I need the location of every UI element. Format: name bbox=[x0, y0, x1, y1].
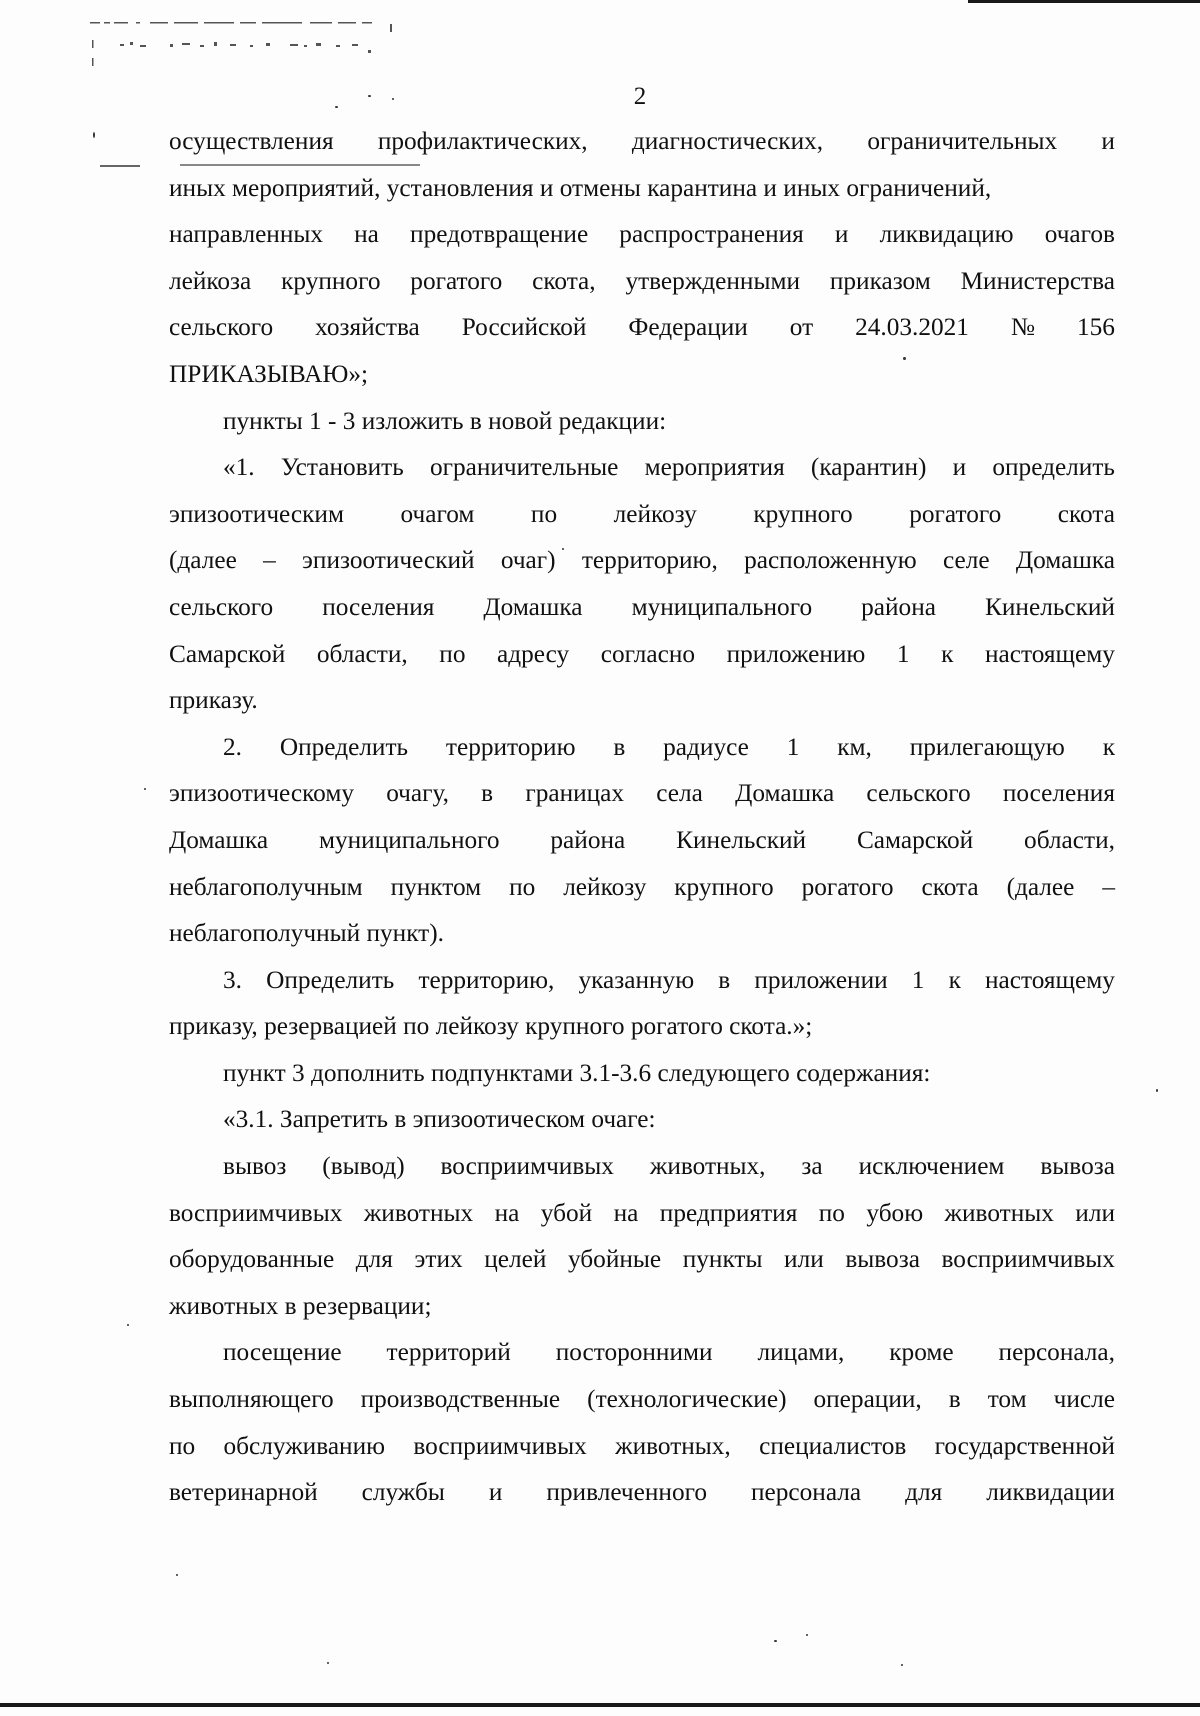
word: Домашка bbox=[169, 825, 269, 854]
word: числе bbox=[1053, 1385, 1115, 1414]
word: Кинельский bbox=[676, 825, 807, 854]
word: этих bbox=[414, 1245, 463, 1274]
scan-speck bbox=[127, 1324, 129, 1326]
text-line bbox=[169, 1423, 1115, 1470]
word: к bbox=[948, 965, 961, 994]
scan-speck bbox=[176, 1574, 178, 1576]
word: Министерства bbox=[960, 266, 1115, 295]
word: по bbox=[818, 1198, 845, 1227]
word: или bbox=[784, 1245, 824, 1274]
word: настоящему bbox=[985, 965, 1115, 994]
word: исключением bbox=[858, 1152, 1005, 1181]
word: км, bbox=[837, 732, 872, 761]
word: 1 bbox=[911, 965, 925, 994]
word: направленных bbox=[169, 220, 324, 249]
word: района bbox=[861, 592, 936, 621]
word: мероприятия bbox=[644, 453, 785, 482]
text-line bbox=[169, 817, 1115, 864]
word: определить bbox=[992, 453, 1115, 482]
word: области, bbox=[1024, 825, 1115, 854]
word: кроме bbox=[889, 1338, 954, 1367]
word: (технологические) bbox=[587, 1385, 787, 1414]
word: приказом bbox=[829, 266, 931, 295]
word: животных bbox=[363, 1198, 474, 1227]
scan-speck bbox=[327, 1662, 329, 1664]
word: поселения bbox=[322, 592, 435, 621]
word: в bbox=[948, 1385, 961, 1414]
word: 1 bbox=[786, 732, 800, 761]
word: очагу, bbox=[386, 779, 449, 808]
word: на bbox=[613, 1198, 639, 1227]
word: муниципального bbox=[631, 592, 813, 621]
word: крупного bbox=[281, 266, 381, 295]
word: приложению bbox=[726, 639, 866, 668]
word: посторонними bbox=[555, 1338, 713, 1367]
word: хозяйства bbox=[315, 313, 420, 342]
word: восприимчивых bbox=[169, 1198, 343, 1227]
text-line bbox=[169, 631, 1115, 678]
word: района bbox=[550, 825, 626, 854]
document-body bbox=[169, 118, 1115, 1516]
word: по bbox=[169, 1431, 196, 1460]
word: (карантин) bbox=[810, 453, 927, 482]
word: согласно bbox=[600, 639, 696, 668]
word: посещение bbox=[223, 1338, 342, 1367]
text-line: ПРИКАЗЫВАЮ»; bbox=[169, 359, 369, 388]
word: Определить bbox=[266, 965, 395, 994]
text-line bbox=[169, 118, 1115, 165]
word: крупного bbox=[753, 499, 853, 528]
word: № bbox=[1010, 313, 1036, 342]
word: неблагополучным bbox=[169, 872, 363, 901]
word: территорию, bbox=[581, 546, 718, 575]
text-line bbox=[169, 211, 1115, 258]
text-line bbox=[169, 1376, 1115, 1423]
word: 24.03.2021 bbox=[855, 313, 969, 342]
word: эпизоотический bbox=[302, 546, 475, 575]
word: выполняющего bbox=[169, 1385, 334, 1414]
word: ликвидацию bbox=[879, 220, 1014, 249]
scan-speck bbox=[806, 1634, 808, 1636]
word: ограничительных bbox=[867, 127, 1058, 155]
word: Домашка bbox=[735, 779, 835, 808]
word: и bbox=[952, 453, 967, 482]
word: очагов bbox=[1044, 220, 1115, 249]
word: животных, bbox=[649, 1152, 766, 1181]
word: персонала bbox=[751, 1478, 862, 1507]
word: настоящему bbox=[985, 639, 1115, 668]
text-line bbox=[169, 770, 1115, 817]
word: селе bbox=[942, 546, 990, 575]
scan-speck bbox=[368, 95, 371, 97]
text-line bbox=[169, 1329, 1115, 1376]
word: села bbox=[656, 779, 703, 808]
word: эпизоотическому bbox=[169, 779, 354, 808]
word: персонала, bbox=[998, 1338, 1115, 1367]
word: и bbox=[1101, 127, 1115, 155]
word: для bbox=[355, 1245, 393, 1274]
text-line bbox=[169, 537, 1115, 584]
text-line bbox=[169, 584, 1115, 631]
text-line: пункты 1 - 3 изложить в новой редакции: bbox=[223, 406, 667, 435]
word: государственной bbox=[934, 1431, 1115, 1460]
word: привлеченного bbox=[546, 1478, 708, 1507]
text-line: приказу. bbox=[169, 686, 258, 715]
word: Федерации bbox=[628, 313, 748, 342]
word: к bbox=[1102, 732, 1115, 761]
scan-speck bbox=[901, 1664, 903, 1666]
word: на bbox=[354, 220, 379, 249]
word: рогатого bbox=[801, 872, 894, 901]
text-line bbox=[169, 1469, 1115, 1516]
word: убой bbox=[540, 1198, 593, 1227]
word: ликвидации bbox=[986, 1478, 1115, 1507]
word: 3. bbox=[223, 965, 242, 994]
word: пунктом bbox=[390, 872, 482, 901]
word: на bbox=[494, 1198, 520, 1227]
text-line: иных мероприятий, установления и отмены карантина и иных ограничений, bbox=[169, 173, 992, 202]
word: Определить bbox=[279, 732, 409, 761]
word: службы bbox=[361, 1478, 445, 1507]
page-number: 2 bbox=[633, 83, 647, 110]
word: очаг) bbox=[500, 546, 556, 575]
word: расположенную bbox=[744, 546, 917, 575]
word: поселения bbox=[1002, 779, 1115, 808]
word: по bbox=[439, 639, 466, 668]
word: восприимчивых bbox=[941, 1245, 1115, 1274]
word: очагом bbox=[400, 499, 475, 528]
word: профилактических, bbox=[377, 127, 588, 155]
text-line bbox=[169, 957, 1115, 1004]
word: Самарской bbox=[856, 825, 974, 854]
word: сельского bbox=[169, 313, 274, 342]
word: распространения bbox=[619, 220, 804, 249]
text-line bbox=[169, 304, 1115, 351]
word: к bbox=[941, 639, 954, 668]
word: Самарской bbox=[169, 639, 286, 668]
scan-border-top bbox=[968, 0, 1200, 3]
word: оборудованные bbox=[169, 1245, 335, 1274]
text-line: неблагополучный пункт). bbox=[169, 919, 444, 948]
word: предотвращение bbox=[410, 220, 589, 249]
word: территорий bbox=[386, 1338, 511, 1367]
word: (далее bbox=[169, 546, 237, 575]
word: от bbox=[789, 313, 814, 342]
word: по bbox=[530, 499, 558, 528]
word: вывоза bbox=[1040, 1152, 1115, 1181]
word: Кинельский bbox=[985, 592, 1115, 621]
word: Российской bbox=[461, 313, 587, 342]
word: диагностических, bbox=[631, 127, 824, 155]
word: лейкозу bbox=[613, 499, 697, 528]
word: 156 bbox=[1077, 313, 1115, 342]
text-line bbox=[169, 491, 1115, 538]
word: восприимчивых bbox=[413, 1431, 587, 1460]
word: скота, bbox=[532, 266, 596, 295]
word: производственные bbox=[360, 1385, 561, 1414]
word: ограничительные bbox=[429, 453, 619, 482]
word: Домашка bbox=[1015, 546, 1115, 575]
word: сельского bbox=[866, 779, 971, 808]
word: убойные bbox=[567, 1245, 662, 1274]
word: указанную bbox=[578, 965, 695, 994]
scan-border-bottom bbox=[0, 1703, 1200, 1707]
scan-speck bbox=[144, 788, 146, 790]
scan-speck bbox=[93, 132, 95, 138]
word: обслуживанию bbox=[223, 1431, 386, 1460]
word: радиусе bbox=[663, 732, 749, 761]
word: и bbox=[834, 220, 849, 249]
word: 1 bbox=[896, 639, 910, 668]
text-line: животных в резервации; bbox=[169, 1291, 432, 1320]
word: для bbox=[905, 1478, 943, 1507]
text-line bbox=[169, 1190, 1115, 1237]
text-line: приказу, резервацией по лейкозу крупного рогатого скота.»; bbox=[169, 1012, 813, 1041]
word: животных bbox=[944, 1198, 1054, 1227]
word: в bbox=[613, 732, 626, 761]
scan-speck bbox=[392, 98, 394, 100]
word: за bbox=[801, 1152, 823, 1181]
word: Домашка bbox=[483, 592, 583, 621]
word: – bbox=[1102, 872, 1115, 901]
word: крупного bbox=[674, 872, 774, 901]
text-line bbox=[169, 1236, 1115, 1283]
word: (далее bbox=[1006, 872, 1075, 901]
word: предприятия bbox=[659, 1198, 798, 1227]
word: в bbox=[718, 965, 731, 994]
word: – bbox=[263, 546, 276, 575]
word: вывоз bbox=[223, 1152, 287, 1181]
word: скота bbox=[921, 872, 979, 901]
text-line: «3.1. Запретить в эпизоотическом очаге: bbox=[223, 1105, 656, 1134]
word: целей bbox=[484, 1245, 547, 1274]
word: лейкозу bbox=[563, 872, 647, 901]
word: 2. bbox=[223, 732, 242, 761]
scan-speck bbox=[774, 1640, 777, 1642]
scan-speck bbox=[335, 106, 338, 108]
text-line bbox=[169, 444, 1115, 491]
word: животных, bbox=[615, 1431, 731, 1460]
word: границах bbox=[525, 779, 625, 808]
word: операции, bbox=[813, 1385, 922, 1414]
word: прилегающую bbox=[909, 732, 1065, 761]
word: (вывод) bbox=[322, 1152, 405, 1181]
word: эпизоотическим bbox=[169, 499, 344, 528]
text-line bbox=[169, 864, 1115, 911]
word: адресу bbox=[497, 639, 570, 668]
text-line bbox=[169, 1143, 1115, 1190]
scan-speck bbox=[100, 165, 140, 167]
word: в bbox=[481, 779, 494, 808]
word: муниципального bbox=[318, 825, 500, 854]
word: рогатого bbox=[909, 499, 1002, 528]
word: приложении bbox=[754, 965, 888, 994]
word: области, bbox=[316, 639, 408, 668]
word: ветеринарной bbox=[169, 1478, 318, 1507]
word: убою bbox=[866, 1198, 924, 1227]
scan-speck bbox=[1156, 1089, 1158, 1092]
word: сельского bbox=[169, 592, 274, 621]
word: и bbox=[488, 1478, 503, 1507]
word: территорию, bbox=[418, 965, 555, 994]
text-line: пункт 3 дополнить подпунктами 3.1-3.6 следующего содержания: bbox=[223, 1058, 931, 1087]
word: восприимчивых bbox=[440, 1152, 614, 1181]
word: специалистов bbox=[759, 1431, 907, 1460]
word: рогатого bbox=[410, 266, 503, 295]
word: или bbox=[1075, 1198, 1115, 1227]
text-line bbox=[169, 724, 1115, 771]
word: вывоза bbox=[845, 1245, 920, 1274]
word: утвержденными bbox=[625, 266, 801, 295]
word: Установить bbox=[280, 453, 404, 482]
word: территорию bbox=[445, 732, 576, 761]
scan-noise-marks bbox=[90, 14, 430, 74]
word: скота bbox=[1057, 499, 1115, 528]
text-line bbox=[169, 258, 1115, 305]
word: пункты bbox=[682, 1245, 763, 1274]
word: лицами, bbox=[757, 1338, 845, 1367]
word: «1. bbox=[223, 453, 255, 482]
word: осуществления bbox=[169, 127, 334, 155]
word: по bbox=[509, 872, 536, 901]
word: лейкоза bbox=[169, 266, 252, 295]
word: том bbox=[987, 1385, 1027, 1414]
